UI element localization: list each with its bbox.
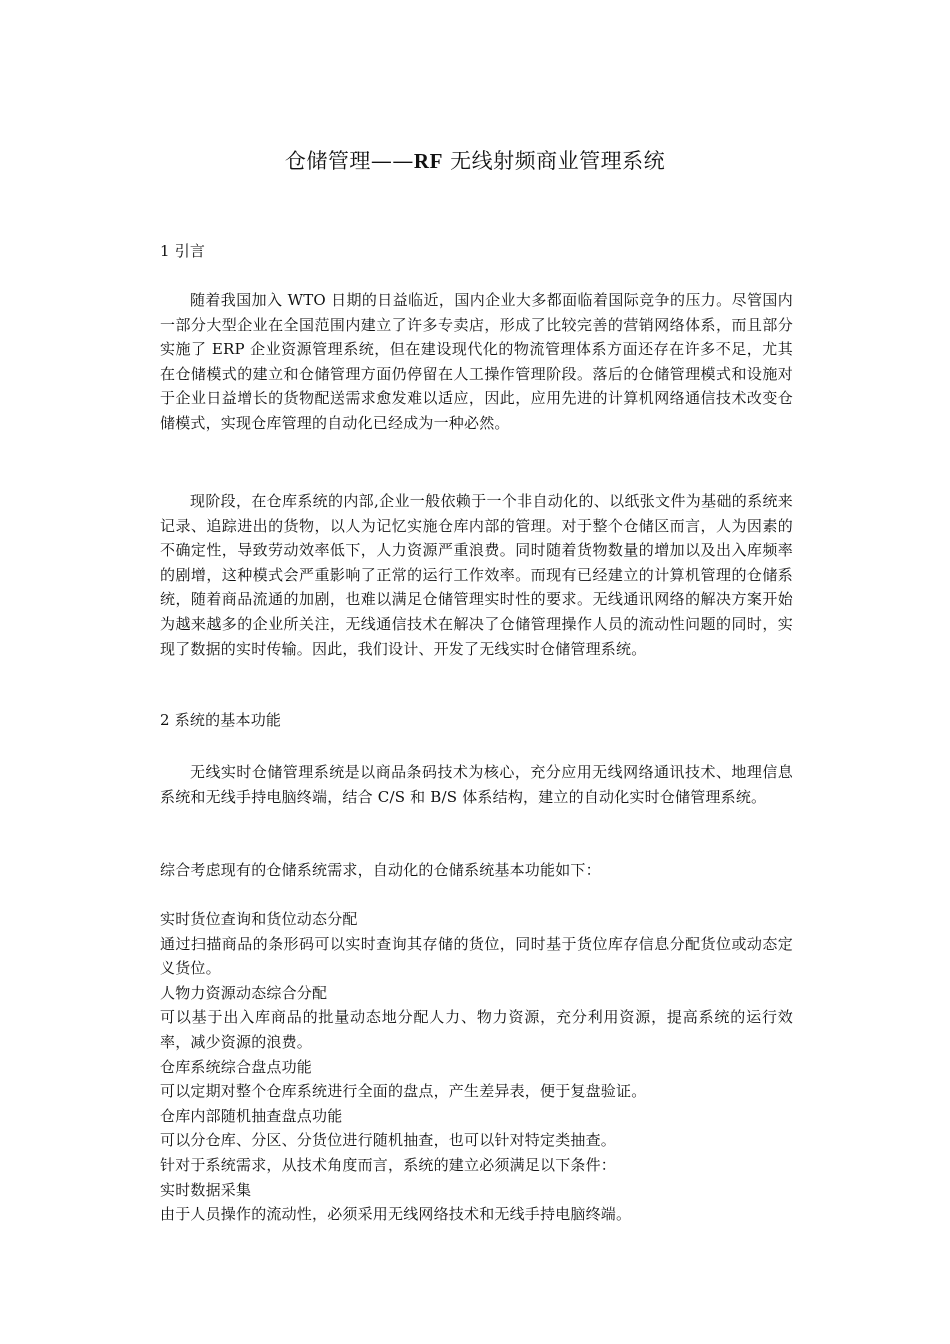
- list-line: 仓库内部随机抽查盘点功能: [160, 1106, 343, 1125]
- list-line: 由于人员操作的流动性，必须采用无线网络技术和无线手持电脑终端。: [160, 1205, 632, 1224]
- title-bold-rf: RF: [413, 149, 443, 173]
- section-2-heading: 2 系统的基本功能: [160, 711, 282, 729]
- list-line: 可以基于出入库商品的批量动态地分配人力、物力资源，充分利用资源，提高系统的运行效率，减少资源的浪费。: [160, 1008, 793, 1051]
- list-line: 实时数据采集: [160, 1180, 252, 1199]
- section-1-paragraph-2: 现阶段，在仓库系统的内部,企业一般依赖于一个非自动化的、以纸张文件为基础的系统来记录、追踪进出的货物，以人为记忆实施仓库内部的管理。对于整个仓储区而言，人为因素的不确定性，导致劳动效率低下，人力资源严重浪费。同时随着货物数量的增加以及出入库频率的剧增，这种模式会严重影响了正常的运行工作效率。而现有已经建立的计算机管理的仓储系统，随着商品流通的加剧，也难以满足仓储管理实时性的要求。无线通讯网络的解决方案开始为越来越多的企业所关注，无线通信技术在解决了仓储管理操作人员的流动性问题的同时，实现了数据的实时传输。因此，我们设计、开发了无线实时仓储管理系统。: [160, 492, 793, 658]
- section-1-heading: 1 引言: [160, 242, 206, 260]
- list-line: 通过扫描商品的条形码可以实时查询其存储的货位，同时基于货位库存信息分配货位或动态定义货位。: [160, 934, 793, 978]
- list-line: 可以分仓库、分区、分货位进行随机抽查，也可以针对特定类抽查。: [160, 1131, 617, 1150]
- list-line: 可以定期对整个仓库系统进行全面的盘点，产生差异表，便于复盘验证。: [160, 1082, 647, 1101]
- list-line: 人物力资源动态综合分配: [160, 983, 328, 1002]
- section-2-paragraph-1: 无线实时仓储管理系统是以商品条码技术为核心，充分应用无线网络通讯技术、地理信息系统和无线手持电脑终端，结合 C/S 和 B/S 体系结构，建立的自动化实时仓储管理系统。: [160, 763, 793, 806]
- title-prefix: 仓储管理——: [284, 149, 414, 173]
- title-suffix: 无线射频商业管理系统: [442, 149, 666, 173]
- list-line: 实时货位查询和货位动态分配: [160, 910, 358, 928]
- list-line: 针对于系统需求，从技术角度而言，系统的建立必须满足以下条件：: [160, 1155, 617, 1174]
- document-title: [0, 143, 950, 179]
- list-line: 仓库系统综合盘点功能: [160, 1057, 313, 1076]
- section-1-paragraph-1: 随着我国加入 WTO 日期的日益临近，国内企业大多都面临着国际竞争的压力。尽管国内一部分大型企业在全国范围内建立了许多专卖店，形成了比较完善的营销网络体系，而且部分实施了 ERP 企业资源管理系统，但在建设现代化的物流管理体系方面还存在许多不足，尤其在仓储模式的建立和仓储管理方面仍停留在人工操作管理阶段。落后的仓储管理模式和设施对于企业日益增长的货物配送需求愈发难以适应，因此，应用先进的计算机网络通信技术改变仓储模式，实现仓库管理的自动化已经成为一种必然。: [160, 291, 793, 432]
- section-2-paragraph-2: 综合考虑现有的仓储系统需求，自动化的仓储系统基本功能如下：: [160, 861, 601, 879]
- function-list: [160, 907, 793, 1227]
